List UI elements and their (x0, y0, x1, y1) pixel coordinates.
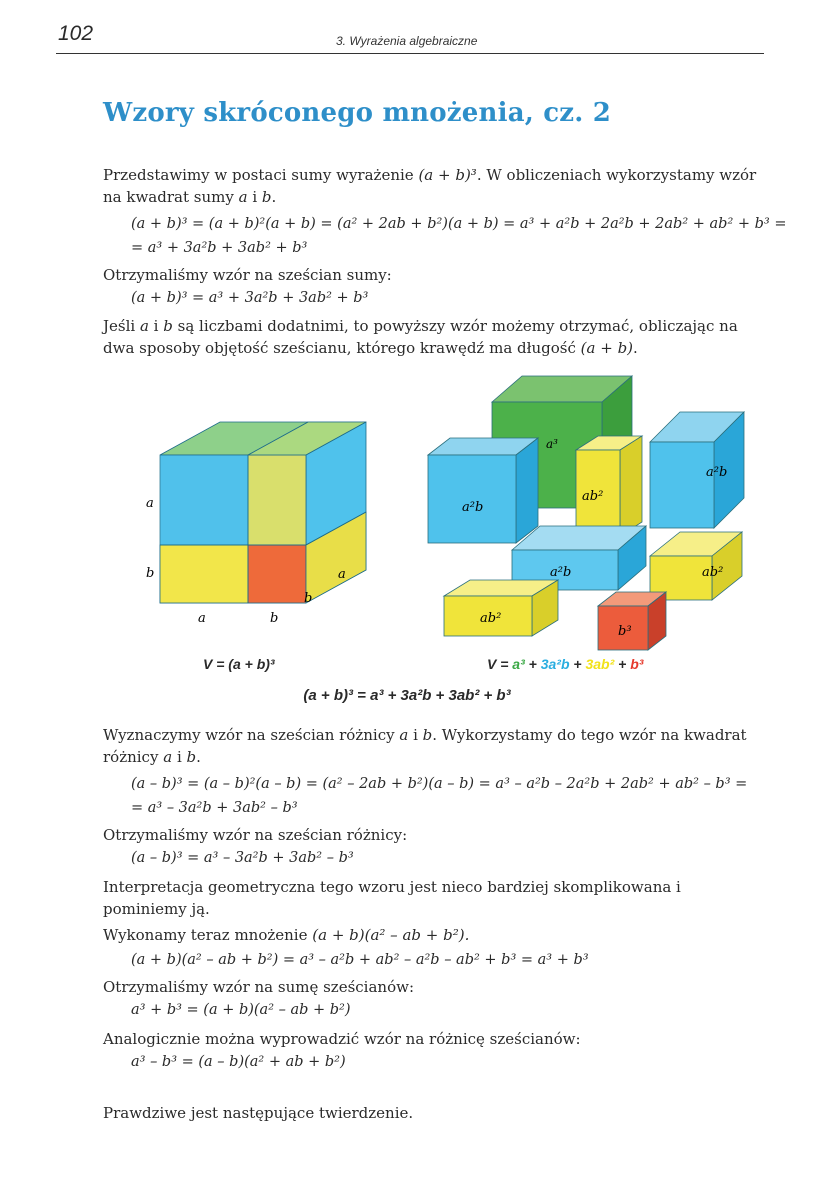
label-a-depth: a (338, 567, 346, 582)
diff-derivation-line-2: = a³ – 3a²b + 3ab² – b³ (131, 800, 298, 816)
cube-figure (140, 370, 760, 670)
label-ab2-mid: ab² (582, 489, 604, 504)
sum-derivation-line-1: (a + b)³ = (a + b)²(a + b) = (a² + 2ab + b²)(a + b) = a³ + a²b + 2a²b + 2ab² + ab² + b³ = (131, 216, 787, 232)
intro-paragraph: Przedstawimy w postaci sumy wyrażenie (a + b)³. W obliczeniach wykorzystamy wzór na kwadrat sumy a i b. (103, 166, 757, 206)
diff-cubes-formula: a³ – b³ = (a – b)(a² + ab + b²) (131, 1054, 346, 1070)
piece-ab2-mid (576, 436, 642, 536)
sum-result-intro: Otrzymaliśmy wzór na sześcian sumy: (103, 266, 392, 284)
multiplication-line: (a + b)(a² – ab + b²) = a³ – a²b + ab² – a²b – ab² + b³ = a³ + b³ (131, 952, 589, 968)
running-head: 3. Wyrażenia algebraiczne (336, 34, 478, 48)
label-a-side: a (146, 496, 154, 511)
header-rule (56, 53, 764, 54)
label-b-depth: b (304, 591, 313, 606)
piece-a2b-left (428, 438, 538, 543)
closing-sentence: Prawdziwe jest następujące twierdzenie. (103, 1104, 414, 1122)
multiplication-intro: Wykonamy teraz mnożenie (a + b)(a² – ab + b²). (103, 926, 470, 944)
label-a3: a³ (546, 437, 558, 451)
geometry-paragraph: Jeśli a i b są liczbami dodatnimi, to powyższy wzór możemy otrzymać, obliczając na dwa sposoby objętość sześcianu, którego krawędź ma długość (a + b). (103, 317, 738, 357)
label-b-bottom: b (270, 611, 279, 626)
sum-derivation-line-2: = a³ + 3a²b + 3ab² + b³ (131, 240, 308, 256)
label-a-bottom: a (198, 611, 206, 626)
left-cube (160, 422, 366, 603)
piece-ab2-left (444, 580, 558, 636)
label-a2b-mid: a²b (550, 565, 572, 580)
sum-cubes-intro: Otrzymaliśmy wzór na sumę sześcianów: (103, 978, 415, 996)
caption-left: V = (a + b)³ (203, 656, 275, 672)
diff-result-intro: Otrzymaliśmy wzór na sześcian różnicy: (103, 826, 408, 844)
piece-a2b-right (650, 412, 744, 528)
diff-derivation-line-1: (a – b)³ = (a – b)²(a – b) = (a² – 2ab + b²)(a – b) = a³ – a²b – 2a²b + 2ab² + ab² – b³ = (131, 776, 748, 792)
difference-intro: Wyznaczymy wzór na sześcian różnicy a i b. Wykorzystamy do tego wzór na kwadrat różnicy a i b. (103, 726, 747, 766)
label-b-side: b (146, 566, 155, 581)
piece-ab2-right (650, 532, 742, 600)
diff-cube-formula: (a – b)³ = a³ – 3a²b + 3ab² – b³ (131, 850, 354, 866)
label-ab2-right: ab² (702, 565, 724, 580)
sum-cube-formula: (a + b)³ = a³ + 3a²b + 3ab² + b³ (131, 290, 369, 306)
page-title: Wzory skróconego mnożenia, cz. 2 (103, 98, 612, 128)
caption-right: V = a³ + 3a²b + 3ab² + b³ (487, 656, 644, 672)
label-a2b-left: a²b (462, 500, 484, 515)
label-b3: b³ (618, 624, 632, 639)
label-ab2-left: ab² (480, 611, 502, 626)
label-a2b-right: a²b (706, 465, 728, 480)
caption-center: (a + b)³ = a³ + 3a²b + 3ab² + b³ (303, 687, 511, 704)
piece-b3 (598, 592, 666, 650)
diff-cubes-intro: Analogicznie można wyprowadzić wzór na różnicę sześcianów: (103, 1030, 581, 1048)
page-number: 102 (58, 22, 94, 45)
interpretation-paragraph: Interpretacja geometryczna tego wzoru jest nieco bardziej skomplikowana i pominiemy ją. (103, 878, 681, 918)
sum-cubes-formula: a³ + b³ = (a + b)(a² – ab + b²) (131, 1002, 351, 1018)
